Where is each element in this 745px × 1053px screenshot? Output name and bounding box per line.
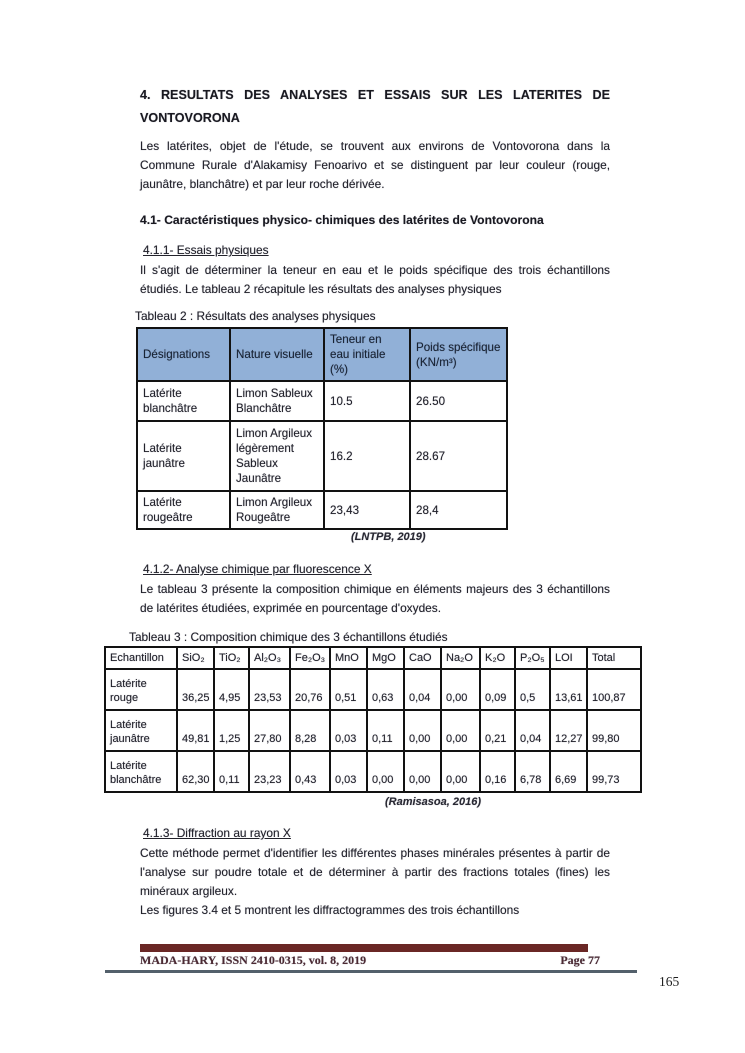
table-cell: 20,76: [290, 669, 330, 710]
table-row: [105, 751, 641, 792]
table-cell: Latérite rouge: [105, 669, 177, 710]
table-cell: 23,43: [324, 491, 410, 529]
header-row: [105, 647, 641, 669]
table-cell: 0,09: [480, 669, 515, 710]
table-cell: 0,00: [441, 710, 480, 751]
table3-caption: Tableau 3 : Composition chimique des 3 échantillons étudiés: [129, 630, 448, 644]
paragraph-4-1-3: Cette méthode permet d'identifier les différentes phases minérales présentes à partir de l'analyse sur poudre totale et de déterminer à partir des fractions totales (fines) les minéraux argileux.: [140, 846, 610, 898]
table-cell: 27,80: [249, 710, 290, 751]
table-cell: Limon Sableux Blanchâtre: [230, 381, 324, 421]
paragraph-4-1-2: Le tableau 3 présente la composition chimique en éléments majeurs des 3 échantillons de latérites étudiées, exprimée en pourcentage d'oxydes.: [140, 582, 610, 615]
heading-4-1: 4.1- Caractéristiques physico- chimiques des latérites de Vontovorona: [140, 213, 544, 227]
table-cell: 0,00: [404, 710, 441, 751]
table2-source: (LNTPB, 2019): [351, 531, 426, 543]
column-header: K₂O: [480, 647, 515, 669]
table-cell: 23,53: [249, 669, 290, 710]
column-header: Teneur en eau initiale (%): [324, 328, 410, 381]
table-cell: 28,4: [410, 491, 507, 529]
footer-accent-bar: [140, 944, 588, 952]
table-cell: 0,63: [367, 669, 404, 710]
table-cell: 0,21: [480, 710, 515, 751]
table-cell: Latérite jaunâtre: [137, 421, 230, 491]
table-cell: 16.2: [324, 421, 410, 491]
table-cell: Limon Argileux Rougeâtre: [230, 491, 324, 529]
table-cell: 23,23: [249, 751, 290, 792]
column-header: MnO: [330, 647, 367, 669]
table-cell: 0,11: [367, 710, 404, 751]
table-cell: Limon Argileux légèrement Sableux Jaunâtre: [230, 421, 324, 491]
table-cell: 12,27: [550, 710, 587, 751]
table-cell: Latérite blanchâtre: [105, 751, 177, 792]
table-cell: 0,04: [515, 710, 550, 751]
table-row: [137, 491, 507, 529]
table-cell: 28.67: [410, 421, 507, 491]
column-header: CaO: [404, 647, 441, 669]
table-row: [105, 669, 641, 710]
article-content: [110, 84, 626, 920]
table-cell: 0,00: [441, 751, 480, 792]
column-header: TiO₂: [214, 647, 249, 669]
column-header: Echantillon: [105, 647, 177, 669]
column-header: SiO₂: [177, 647, 214, 669]
table-cell: 0,00: [404, 751, 441, 792]
table-cell: 26.50: [410, 381, 507, 421]
column-header: Na₂O: [441, 647, 480, 669]
table-cell: 8,28: [290, 710, 330, 751]
table-row: [105, 710, 641, 751]
table2-caption: Tableau 2 : Résultats des analyses physiques: [135, 309, 376, 323]
column-header: Total: [587, 647, 641, 669]
document-page-number: 165: [659, 974, 680, 989]
paragraph-4-1-3-figures: Les figures 3.4 et 5 montrent les diffractogrammes des trois échantillons: [140, 903, 520, 917]
column-header: Désignations: [137, 328, 230, 381]
column-header: P₂O₅: [515, 647, 550, 669]
footer-divider-line: [105, 970, 637, 973]
table-cell: 62,30: [177, 751, 214, 792]
table-cell: 0,00: [367, 751, 404, 792]
column-header: Fe₂O₃: [290, 647, 330, 669]
column-header: LOI: [550, 647, 587, 669]
table-cell: 100,87: [587, 669, 641, 710]
table-cell: Latérite jaunâtre: [105, 710, 177, 751]
table-cell: 49,81: [177, 710, 214, 751]
table-cell: 13,61: [550, 669, 587, 710]
heading-4-1-1: 4.1.1- Essais physiques: [143, 243, 269, 257]
table-composition-chimique: [104, 646, 642, 793]
table-cell: 0,5: [515, 669, 550, 710]
heading-4-1-2: 4.1.2- Analyse chimique par fluorescence X: [143, 562, 372, 576]
table-cell: 0,51: [330, 669, 367, 710]
table-cell: 0,16: [480, 751, 515, 792]
column-header: Al₂O₃: [249, 647, 290, 669]
table-cell: Latérite rougeâtre: [137, 491, 230, 529]
table-cell: Latérite blanchâtre: [137, 381, 230, 421]
header-row: [137, 328, 507, 381]
table-cell: 36,25: [177, 669, 214, 710]
table-cell: 0,04: [404, 669, 441, 710]
journal-page-label: Page 77: [560, 953, 600, 967]
section-title: 4. RESULTATS DES ANALYSES ET ESSAIS SUR LES LATERITES DE VONTOVORONA: [140, 88, 610, 125]
table-cell: 99,73: [587, 751, 641, 792]
table-cell: 4,95: [214, 669, 249, 710]
column-header: MgO: [367, 647, 404, 669]
table3-source: (Ramisasoa, 2016): [385, 796, 481, 808]
table-cell: 0,03: [330, 751, 367, 792]
heading-4-1-3: 4.1.3- Diffraction au rayon X: [143, 826, 291, 840]
table-row: [137, 421, 507, 491]
table-cell: 0,03: [330, 710, 367, 751]
paragraph-4-1-1: Il s'agit de déterminer la teneur en eau et le poids spécifique des trois échantillons étudiés. Le tableau 2 récapitule les résultats des analyses physiques: [140, 263, 610, 296]
table-cell: 10.5: [324, 381, 410, 421]
table-cell: 6,78: [515, 751, 550, 792]
journal-citation: MADA-HARY, ISSN 2410-0315, vol. 8, 2019: [140, 953, 367, 967]
table-cell: 0,00: [441, 669, 480, 710]
intro-paragraph: Les latérites, objet de l'étude, se trouvent aux environs de Vontovorona dans la Commune Rurale d'Alakamisy Fenoarivo et se distinguent par leur couleur (rouge, jaunâtre, blanchâtre) et par leur roche dérivée.: [140, 139, 610, 191]
table-cell: 6,69: [550, 751, 587, 792]
journal-footer: [140, 953, 600, 968]
table-cell: 1,25: [214, 710, 249, 751]
table-cell: 0,11: [214, 751, 249, 792]
column-header: Nature visuelle: [230, 328, 324, 381]
table-analyses-physiques: [136, 327, 508, 530]
table-cell: 99,80: [587, 710, 641, 751]
table-cell: 0,43: [290, 751, 330, 792]
column-header: Poids spécifique (KN/m³): [410, 328, 507, 381]
table-row: [137, 381, 507, 421]
